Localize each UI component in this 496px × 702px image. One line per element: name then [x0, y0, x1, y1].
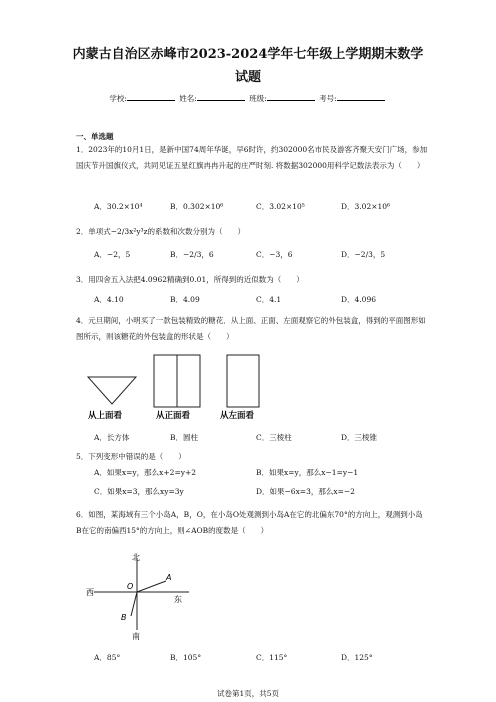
q4-option-c: C．三棱柱 — [256, 433, 292, 442]
q4-option-d: D．三棱锥 — [341, 433, 378, 442]
compass-figure — [84, 550, 204, 640]
exam-no-blank — [337, 92, 385, 101]
student-info-row — [0, 92, 496, 104]
question-4-text: 4．元旦期间，小明买了一款包装精致的糖花．从上面、正面、左面观察它的外包装盒，得到的平面图形如图所示，则该糖花的外包装盒的形状是（ ） — [76, 316, 426, 341]
class-label: 班级: — [249, 94, 267, 103]
q5-option-c: C．如果x=3，那么xy=3y — [94, 487, 184, 496]
q1-option-d: D．3.02×10⁶ — [341, 202, 391, 211]
q3-option-a: A．4.10 — [94, 295, 124, 304]
west-label: 西 — [86, 588, 94, 597]
question-3-options — [76, 294, 428, 310]
question-6-text: 6．如图，某海域有三个小岛A，B，O，在小岛O处观测到小岛A在它的北偏东70°的方向上，观测到小岛B在它的南偏西15°的方向上，则∠AOB的度数是（ ） — [76, 510, 423, 535]
q1-option-c: C．3.02×10⁵ — [256, 202, 305, 211]
q2-option-b: B．−2/3，6 — [170, 250, 214, 259]
q3-option-d: D．4.096 — [341, 295, 376, 304]
north-label: 北 — [132, 553, 140, 562]
point-b-label: B — [121, 613, 127, 622]
q5-option-d: D．如果−6x=3，那么x=−2 — [256, 487, 355, 496]
left-view-rectangle — [227, 355, 259, 407]
question-4-options — [76, 432, 428, 448]
q6-option-c: C．115° — [256, 653, 288, 662]
q3-option-c: C．4.1 — [256, 295, 282, 304]
exam-no-label: 考号: — [319, 94, 337, 103]
question-5-text: 5．下列变形中错误的是（ ） — [76, 452, 186, 461]
page-footer: 试卷第1页，共5页 — [216, 689, 280, 698]
q2-option-d: D．−2/3，5 — [341, 250, 386, 259]
title-line-1: 内蒙古自治区赤峰市2023-2024学年七年级上学期期末数学 — [72, 47, 424, 62]
left-view-label: 从左面看 — [220, 411, 255, 421]
question-3-text: 3．用四舍五入法把4.0962精确到0.01，所得到的近似数为（ ） — [76, 275, 304, 284]
school-blank — [127, 92, 175, 101]
q1-option-a: A．30.2×10⁴ — [94, 202, 143, 211]
south-label: 南 — [132, 632, 140, 640]
q2-option-a: A．−2，5 — [94, 250, 131, 259]
name-blank — [197, 92, 245, 101]
q6-option-d: D．125° — [341, 653, 373, 662]
question-6-options — [76, 652, 428, 668]
school-label: 学校: — [109, 94, 127, 103]
q6-option-a: A．85° — [94, 653, 121, 662]
point-o-label: O — [127, 582, 134, 591]
q4-option-b: B．圆柱 — [170, 433, 199, 442]
q2-option-c: C．−3，6 — [256, 250, 293, 259]
question-1-options — [76, 201, 428, 217]
ray-oa — [137, 581, 166, 592]
ray-ob — [131, 592, 137, 616]
q1-option-b: B．0.302×10⁶ — [170, 202, 224, 211]
question-2-options — [76, 249, 428, 265]
q6-option-b: B．105° — [170, 653, 202, 662]
name-label: 姓名: — [179, 94, 197, 103]
title-line-2: 试题 — [234, 70, 261, 85]
q4-option-a: A．长方体 — [94, 433, 130, 442]
east-label: 东 — [174, 595, 182, 604]
class-blank — [267, 92, 315, 101]
question-1-text: 1．2023年的10月1日，是新中国74周年华诞，早6时许，约302000名市民及游客齐聚天安门广场，参加国庆节升国旗仪式，共同见证五星红旗冉冉升起的庄严时刻. 将数据302000用科学记数法表示为（ ） — [76, 145, 428, 170]
section-heading: 一、单选题 — [76, 132, 114, 141]
q5-option-b: B．如果x=y，那么x−1=y−1 — [256, 468, 359, 477]
top-view-label: 从上面看 — [88, 411, 123, 421]
question-2-text: 2．单项式−2/3x²y³z的系数和次数分别为（ ） — [76, 227, 246, 236]
q5-option-a: A．如果x=y，那么x+2=y+2 — [94, 468, 197, 477]
point-a-label: A — [166, 573, 172, 582]
three-views-figure — [84, 352, 284, 426]
q3-option-b: B．4.09 — [170, 295, 200, 304]
question-5-options-row2 — [76, 486, 428, 502]
top-view-triangle — [88, 377, 136, 404]
front-view-label: 从正面看 — [156, 411, 191, 421]
question-5-options-row1 — [76, 467, 428, 483]
